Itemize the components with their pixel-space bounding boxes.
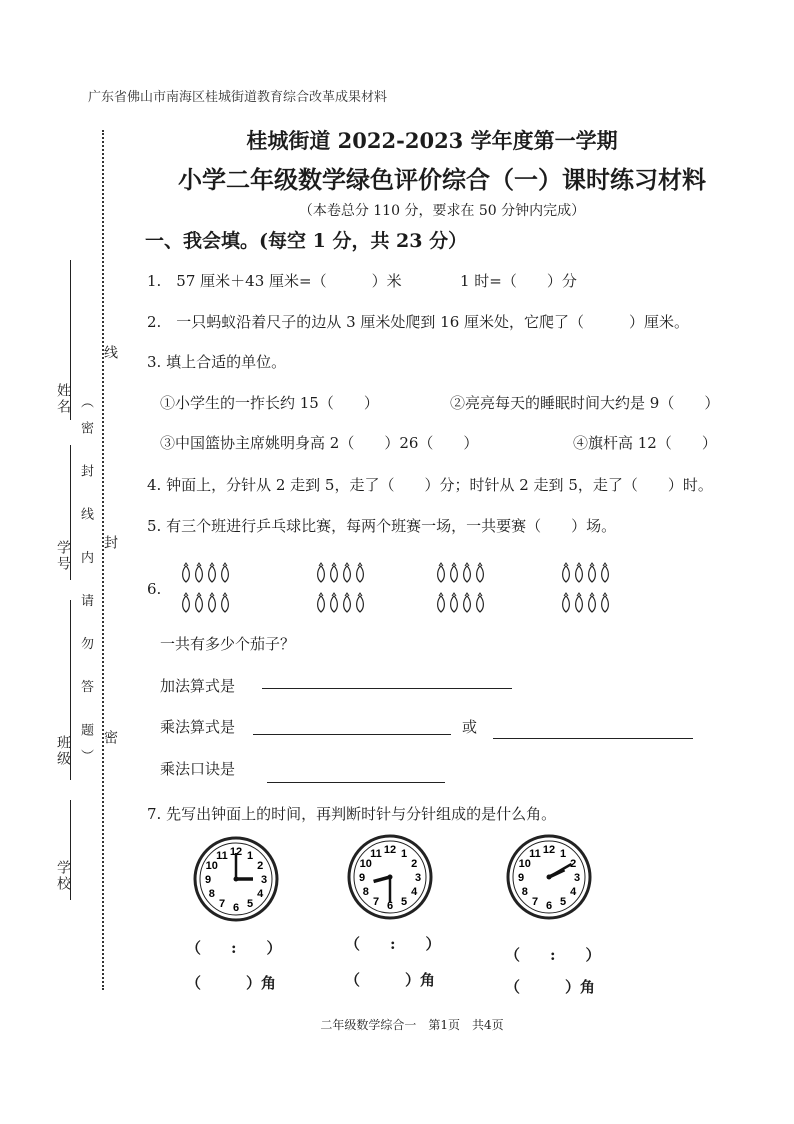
eggplant-icon [183, 593, 190, 612]
multiplication-answer-line-1[interactable] [253, 734, 451, 735]
or-label: 或 [462, 718, 478, 736]
clock-numeral: 9 [517, 872, 525, 884]
title-line-2: 小学二年级数学绿色评价综合（一）课时练习材料 [178, 165, 706, 194]
eggplant-icon [318, 563, 325, 582]
clock-2-time-blank[interactable]: （ : ） [345, 935, 441, 953]
question-3-item-2: ②亮亮每天的睡眠时间大约是 9（ ） [450, 394, 720, 412]
question-1a: 1. 57 厘米＋43 厘米=（ ）米 [147, 272, 402, 290]
eggplant-icon [602, 563, 609, 582]
eggplant-icon [222, 593, 229, 612]
seal-xian: 线 [102, 345, 118, 361]
clock-numeral: 2 [257, 860, 264, 872]
subtitle: （本卷总分 110 分，要求在 50 分钟内完成） [298, 203, 586, 219]
clock-numeral: 7 [372, 896, 380, 909]
rhyme-answer-line[interactable] [267, 782, 445, 783]
clock-numeral: 1 [246, 849, 254, 862]
name-line [70, 260, 71, 420]
clock-numeral: 5 [246, 898, 254, 911]
eggplant-icon [438, 593, 445, 612]
clock-numeral: 7 [531, 896, 539, 909]
clock-numeral: 4 [570, 886, 577, 898]
eggplant-icon [563, 563, 570, 582]
clock-numeral: 7 [218, 898, 226, 911]
eggplant-icon [438, 563, 445, 582]
class-label: 班级 [55, 735, 71, 767]
eggplant-icon [576, 563, 583, 582]
id-label: 学号 [55, 540, 71, 572]
multiplication-label: 乘法算式是 [160, 718, 236, 736]
eggplant-icon [451, 593, 458, 612]
eggplant-icon [464, 593, 471, 612]
clock-numeral: 11 [370, 847, 382, 860]
section-1-heading: 一、我会填。(每空 1 分，共 23 分） [145, 230, 468, 252]
title-line-1: 桂城街道 2022-2023 学年度第一学期 [246, 128, 618, 153]
question-3-item-1: ①小学生的一拃长约 15（ ） [160, 394, 379, 412]
question-4: 4. 钟面上，分针从 2 走到 5，走了（ ）分；时针从 2 走到 5，走了（ ）时。 [147, 476, 713, 494]
addition-answer-line[interactable] [262, 688, 512, 689]
clock-3-angle-blank[interactable]: （ ）角 [505, 978, 596, 996]
eggplant-icon [451, 563, 458, 582]
clock-numeral: 12 [542, 844, 556, 856]
eggplant-icon [209, 593, 216, 612]
clock-numeral: 2 [411, 858, 418, 870]
clock-numeral: 6 [545, 900, 553, 912]
clock-numeral: 9 [358, 872, 366, 884]
clock-numeral: 11 [216, 849, 228, 862]
question-5: 5. 有三个班进行乒乓球比赛，每两个班赛一场，一共要赛（ ）场。 [147, 517, 617, 535]
eggplant-icon [357, 593, 364, 612]
eggplant-groups [180, 556, 640, 618]
clock-numeral: 6 [386, 900, 394, 912]
eggplant-icon [331, 593, 338, 612]
clock-icon [506, 834, 592, 920]
clock-icon [347, 834, 433, 920]
clock-1-time-blank[interactable]: （ : ） [186, 939, 282, 957]
clock-numeral: 12 [229, 846, 243, 858]
question-1b: 1 时=（ ）分 [460, 272, 577, 290]
eggplant-icon [183, 563, 190, 582]
clock-numeral: 6 [232, 902, 240, 914]
clock-numeral: 10 [518, 858, 531, 870]
clock-numeral: 11 [529, 847, 541, 860]
eggplant-icon [477, 563, 484, 582]
id-line [70, 445, 71, 580]
clock-numeral: 3 [414, 872, 422, 884]
clock-numeral: 12 [383, 844, 397, 856]
clock-numeral: 8 [208, 888, 215, 900]
school-label: 学校 [55, 860, 71, 892]
clock-numeral: 3 [573, 872, 581, 884]
clock-numeral: 5 [400, 896, 408, 909]
eggplant-icon [344, 593, 351, 612]
clock-numeral: 4 [411, 886, 418, 898]
clock-icon [193, 836, 279, 922]
eggplant-icon [318, 593, 325, 612]
multiplication-answer-line-2[interactable] [493, 738, 693, 739]
page-footer: 二年级数学综合一 第1页 共4页 [320, 1018, 504, 1032]
eggplant-icon [209, 563, 216, 582]
eggplant-icon [576, 593, 583, 612]
eggplant-icon [589, 593, 596, 612]
eggplant-icon [602, 593, 609, 612]
clock-3-time-blank[interactable]: （ : ） [505, 946, 601, 964]
eggplant-icon [563, 593, 570, 612]
rhyme-label: 乘法口诀是 [160, 760, 236, 778]
addition-label: 加法算式是 [160, 677, 236, 695]
clock-numeral: 1 [559, 847, 567, 860]
question-6-prompt: 一共有多少个茄子？ [160, 635, 296, 653]
eggplant-icon [589, 563, 596, 582]
class-line [70, 600, 71, 780]
clock-numeral: 2 [570, 858, 577, 870]
eggplant-icon [464, 563, 471, 582]
source-header: 广东省佛山市南海区桂城街道教育综合改革成果材料 [88, 90, 388, 105]
eggplant-icon [196, 593, 203, 612]
clock-1-angle-blank[interactable]: （ ）角 [186, 974, 277, 992]
seal-line [102, 130, 104, 990]
question-2: 2. 一只蚂蚁沿着尺子的边从 3 厘米处爬到 16 厘米处，它爬了（ ）厘米。 [147, 313, 690, 331]
school-line [70, 800, 71, 900]
eggplant-icon [477, 593, 484, 612]
clock-numeral: 8 [521, 886, 528, 898]
clock-numeral: 4 [257, 888, 264, 900]
eggplant-icon [331, 563, 338, 582]
question-7: 7. 先写出钟面上的时间，再判断时针与分针组成的是什么角。 [147, 805, 557, 823]
seal-feng: 封 [102, 535, 118, 551]
eggplant-icon [222, 563, 229, 582]
eggplant-icon [196, 563, 203, 582]
clock-numeral: 10 [205, 860, 218, 872]
question-3-item-4: ④旗杆高 12（ ） [573, 434, 717, 452]
clock-numeral: 8 [362, 886, 369, 898]
question-3: 3. 填上合适的单位。 [147, 353, 287, 371]
seal-mi: 密 [102, 730, 118, 746]
clock-2-angle-blank[interactable]: （ ）角 [345, 971, 436, 989]
clock-numeral: 3 [260, 874, 268, 886]
clock-numeral: 10 [359, 858, 372, 870]
seal-notice: （密 封 线 内 请 勿 答 题） [78, 395, 93, 775]
clock-numeral: 9 [204, 874, 212, 886]
eggplant-icon [344, 563, 351, 582]
name-label: 姓名 [55, 383, 71, 415]
question-6-number: 6. [147, 580, 162, 598]
question-3-item-3: ③中国篮协主席姚明身高 2（ ）26（ ） [160, 434, 479, 452]
clock-numeral: 1 [400, 847, 408, 860]
clock-numeral: 5 [559, 896, 567, 909]
eggplant-icon [357, 563, 364, 582]
